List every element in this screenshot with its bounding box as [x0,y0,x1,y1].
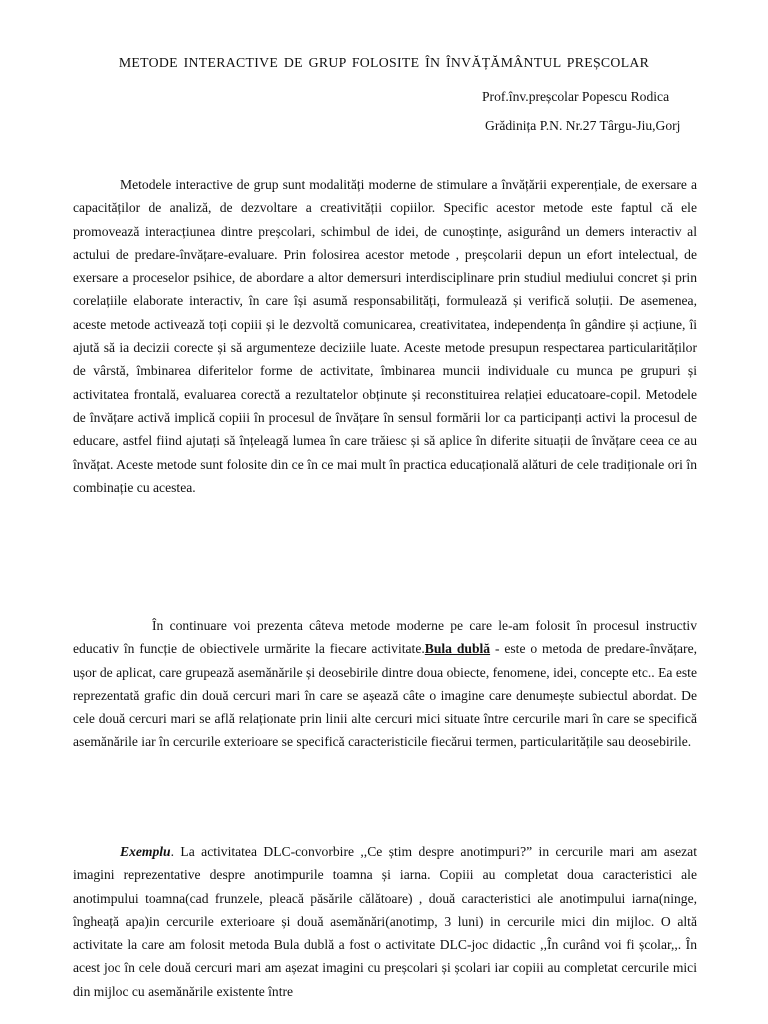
paragraph-methods [73,614,697,754]
bula-dubla-term: Bula dublă [424,641,491,657]
paragraph-example [73,840,697,1003]
bula-dubla-definition: - este o metoda de predare-învățare, ușor de aplicat, care grupează asemănările și deosebirile dintre doua obiecte, fenomene, idei, concepte etc.. Ea este reprezentată grafic din două cercuri mari în care se așează câte o imagine care denumește subiectul abordat. De cele două cercuri mari se află relaționate prin linii alte cercuri mici situate între cercurile mari în care se specifică asemănările iar în cercurile exterioare se specifică caracteristicile fiecărui termen, particularitățile sau deosebirile. [73,641,698,750]
school-line: Grădinița P.N. Nr.27 Târgu-Jiu,Gorj [485,118,681,133]
paragraph-methods-lead: În continuare voi prezenta câteva metode moderne pe care le-am folosit în procesul instructiv educativ în funcție de obiectivele urmărite la fiecare activitate. [73,618,697,657]
document-title: METODE INTERACTIVE DE GRUP FOLOSITE ÎN ÎNVĂȚĂMÂNTUL PREȘCOLAR [118,55,650,70]
author-line: Prof.înv.preșcolar Popescu Rodica [482,89,670,104]
example-text: . La activitatea DLC-convorbire ,,Ce știm despre anotimpuri?” in cercurile mari am asezat imagini reprezentative despre anotimpurile toamna și iarna. Copiii au completat doua caracteristici ale anotimpului toamna(cad frunzele, pleacă păsările călătoare) , două caracteristici ale anotimpului iarna(ninge, îngheață apa)in cercurile exterioare și două asemănări(anotimp, 3 luni) in cercurile mici din mijloc. O altă activitate la care am folosit metoda Bula dublă a fost o activitate DLC-joc didactic ,,În curând voi fi școlar,,. În acest joc în cele două cercuri mari am așezat imagini cu preșcolari și școlari iar copiii au completat cercurile mici din mijloc cu asemănările existente între [73,844,697,999]
exemplu-label: Exemplu [120,844,171,859]
paragraph-intro: Metodele interactive de grup sunt modalități moderne de stimulare a învățării experențiale, de exersare a capacităților de analiză, de dezvoltare a creativității copiilor. Specific acestor metode este faptul că ele promovează interacțiunea dintre preșcolari, schimbul de idei, de cunoștințe, asigurând un demers interactiv al actului de predare-învățare-evaluare. Prin folosirea acestor metode , preșcolarii depun un efort intelectual, de exersare a proceselor psihice, de abordare a altor demersuri interdisciplinare prin studiul mediului concret și prin corelațiile elaborate interactiv, în care își asumă responsabilități, formulează și verifică soluții. De asemenea, aceste metode activează toți copiii și le dezvoltă comunicarea, creativitatea, independența în gândire și acțiune, îi ajută să ia decizii corecte și să argumenteze deciziile luate. Aceste metode presupun respectarea particularităților de vârstă, îmbinarea diferitelor forme de activitate, îmbinarea muncii individuale cu munca pe grupuri și activitatea frontală, evaluarea corectă a rezultatelor obținute și reconstituirea relației educatoare-copil. Metodele de învățare activă implică copiii în procesul de învățare în sensul formării lor ca participanți activi la procesul de educare, astfel fiind ajutați să înțeleagă lumea în care trăiesc și să aplice în diferite situații de învățare ceea ce au învățat. Aceste metode sunt folosite din ce în ce mai mult în practica educațională alături de cele tradiționale ori în combinație cu acestea. [73,177,697,495]
